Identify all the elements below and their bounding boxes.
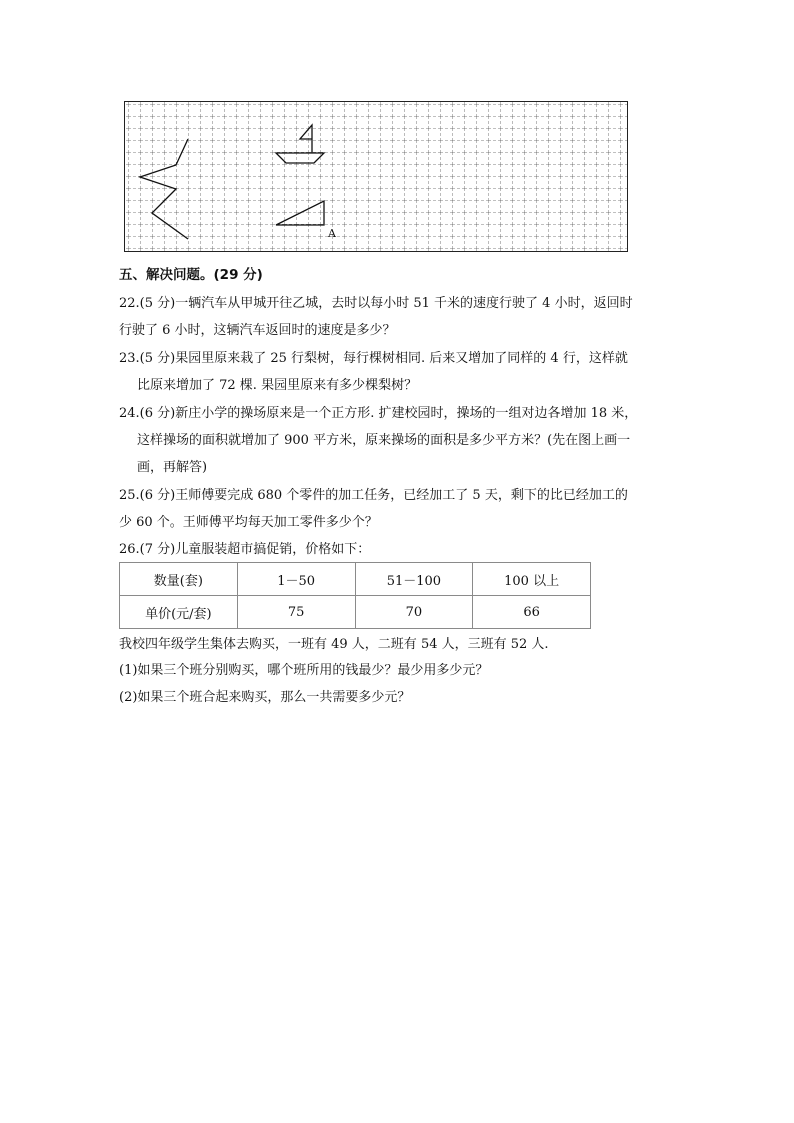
sub-question-1: (1)如果三个班分别购买，哪个班所用的钱最少？最少用多少元？ <box>119 663 489 678</box>
question-22-line-2: 行驶了 6 小时，这辆汽车返回时的速度是多少？ <box>119 323 396 338</box>
table-cell: 70 <box>355 596 473 629</box>
question-23-line-1: 23.(5 分)果园里原来栽了 25 行梨树，每行棵树相同. 后来又增加了同样的 4 行，这样就 <box>119 351 628 366</box>
point-a-label: A <box>328 227 336 240</box>
table-cell: 75 <box>237 596 355 629</box>
question-24-line-1: 24.(6 分)新庄小学的操场原来是一个正方形. 扩建校园时，操场的一组对边各增加 18 米， <box>119 406 638 421</box>
question-26-line-1: 26.(7 分)儿童服装超市搞促销，价格如下： <box>119 542 371 557</box>
question-25-line-2: 少 60 个。王师傅平均每天加工零件多少个？ <box>119 515 378 530</box>
table-row <box>120 563 591 596</box>
question-24-line-3: 画，再解答) <box>137 460 208 475</box>
question-24-line-2: 这样操场的面积就增加了 900 平方米，原来操场的面积是多少平方米？(先在图上画一 <box>137 433 631 448</box>
table-cell: 51－100 <box>355 563 473 596</box>
section-title: 五、解决问题。(29 分) <box>119 267 263 283</box>
table-row <box>120 596 591 629</box>
class-info-line: 我校四年级学生集体去购买，一班有 49 人，二班有 54 人，三班有 52 人. <box>119 637 549 652</box>
grid-figure <box>124 101 628 252</box>
table-cell: 66 <box>473 596 591 629</box>
question-22-line-1: 22.(5 分)一辆汽车从甲城开往乙城，去时以每小时 51 千米的速度行驶了 4 小时，返回时 <box>119 296 633 311</box>
question-23-line-2: 比原来增加了 72 棵. 果园里原来有多少棵梨树？ <box>137 378 418 393</box>
sub-question-2: (2)如果三个班合起来购买，那么一共需要多少元？ <box>119 690 411 705</box>
table-cell: 单价(元/套) <box>120 596 238 629</box>
table-cell: 1－50 <box>237 563 355 596</box>
question-25-line-1: 25.(6 分)王师傅要完成 680 个零件的加工任务，已经加工了 5 天，剩下的比已经加工的 <box>119 488 628 503</box>
price-table <box>119 562 591 629</box>
table-cell: 数量(套) <box>120 563 238 596</box>
table-cell: 100 以上 <box>473 563 591 596</box>
